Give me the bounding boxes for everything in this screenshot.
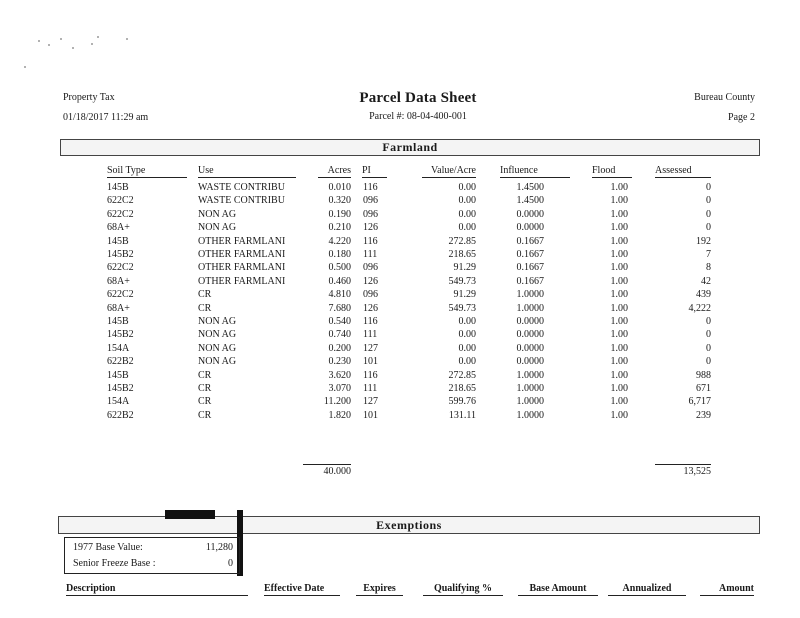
table-row (0, 235, 800, 248)
table-row (0, 248, 800, 261)
acres-cell: 0.230 (328, 356, 351, 368)
soil-type-cell: 622B2 (107, 409, 134, 421)
value-acre-cell: 0.00 (458, 342, 476, 354)
col-flood: Flood (592, 165, 632, 178)
assessed-cell: 192 (696, 235, 711, 247)
col-acres: Acres (318, 165, 351, 178)
pi-cell: 116 (363, 369, 378, 381)
influence-cell: 1.4500 (516, 195, 544, 207)
table-row (0, 315, 800, 328)
use-cell: WASTE CONTRIBU (198, 195, 285, 207)
influence-cell: 1.0000 (516, 383, 544, 394)
assessed-cell: 988 (696, 369, 711, 381)
soil-type-cell: 145B (107, 235, 129, 247)
soil-type-cell: 622C2 (107, 262, 134, 274)
page-title: Parcel Data Sheet (359, 90, 477, 106)
page-number: Page 2 (728, 112, 755, 123)
table-row (0, 275, 800, 288)
assessed-cell: 4,222 (688, 302, 711, 314)
use-cell: OTHER FARMLANI (198, 275, 286, 287)
col-soil-type: Soil Type (107, 165, 187, 178)
value-acre-cell: 218.65 (448, 249, 476, 260)
table-row (0, 194, 800, 207)
flood-cell: 1.00 (610, 222, 628, 234)
flood-cell: 1.00 (610, 195, 628, 207)
value-acre-cell: 0.00 (458, 195, 476, 207)
influence-cell: 1.0000 (516, 396, 544, 408)
table-row (0, 302, 800, 315)
influence-cell: 0.0000 (516, 356, 544, 368)
soil-type-cell: 622B2 (107, 356, 134, 368)
flood-cell: 1.00 (610, 409, 628, 421)
flood-cell: 1.00 (610, 182, 628, 193)
pi-cell: 111 (363, 383, 378, 394)
assessed-cell: 8 (706, 262, 711, 274)
pi-cell: 096 (363, 195, 378, 207)
soil-type-cell: 145B2 (107, 329, 134, 341)
acres-cell: 11.200 (323, 396, 351, 408)
assessed-cell: 0 (706, 195, 711, 207)
soil-type-cell: 145B2 (107, 249, 134, 260)
value-acre-cell: 599.76 (448, 396, 476, 408)
influence-cell: 1.4500 (516, 182, 544, 193)
pi-cell: 116 (363, 235, 378, 247)
col-annualized: Annualized (608, 583, 686, 596)
soil-type-cell: 68A+ (107, 222, 130, 234)
table-row (0, 328, 800, 341)
influence-cell: 0.1667 (516, 249, 544, 260)
acres-cell: 0.740 (328, 329, 351, 341)
pi-cell: 127 (363, 396, 378, 408)
soil-type-cell: 145B (107, 182, 129, 193)
total-acres: 40.000 (303, 464, 351, 478)
exemptions-section-title: Exemptions (376, 518, 442, 532)
influence-cell: 0.0000 (516, 316, 544, 327)
col-amount: Amount (700, 583, 754, 596)
pi-cell: 096 (363, 208, 378, 220)
table-row (0, 369, 800, 382)
table-row (0, 342, 800, 355)
soil-type-cell: 145B (107, 369, 129, 381)
exemption-base-box (64, 537, 240, 574)
value-acre-cell: 549.73 (448, 275, 476, 287)
acres-cell: 1.820 (328, 409, 351, 421)
value-acre-cell: 218.65 (448, 383, 476, 394)
assessed-cell: 439 (696, 289, 711, 301)
county-name: Bureau County (694, 92, 755, 103)
table-row (0, 355, 800, 368)
pi-cell: 111 (363, 329, 378, 341)
pi-cell: 101 (363, 356, 378, 368)
total-assessed: 13,525 (655, 464, 711, 478)
value-acre-cell: 91.29 (453, 262, 476, 274)
use-cell: CR (198, 409, 212, 421)
soil-type-cell: 68A+ (107, 275, 130, 287)
soil-type-cell: 145B2 (107, 383, 134, 394)
col-influence: Influence (500, 165, 570, 178)
acres-cell: 0.210 (328, 222, 351, 234)
assessed-cell: 0 (706, 182, 711, 193)
use-cell: CR (198, 302, 212, 314)
assessed-cell: 0 (706, 222, 711, 234)
pi-cell: 116 (363, 182, 378, 193)
influence-cell: 0.1667 (516, 235, 544, 247)
pi-cell: 101 (363, 409, 378, 421)
value-acre-cell: 0.00 (458, 182, 476, 193)
assessed-cell: 239 (696, 409, 711, 421)
value-acre-cell: 0.00 (458, 356, 476, 368)
col-qualifying: Qualifying % (423, 583, 503, 596)
influence-cell: 0.0000 (516, 329, 544, 341)
soil-type-cell: 145B (107, 316, 129, 327)
influence-cell: 1.0000 (516, 369, 544, 381)
col-assessed: Assessed (655, 165, 711, 178)
header-left-top: Property Tax (63, 92, 115, 103)
value-acre-cell: 0.00 (458, 222, 476, 234)
base-value-label: 1977 Base Value: (73, 542, 143, 553)
flood-cell: 1.00 (610, 249, 628, 260)
use-cell: CR (198, 396, 212, 408)
assessed-cell: 0 (706, 356, 711, 368)
flood-cell: 1.00 (610, 369, 628, 381)
acres-cell: 3.620 (328, 369, 351, 381)
senior-freeze-value: 0 (228, 558, 233, 569)
soil-type-cell: 68A+ (107, 302, 130, 314)
flood-cell: 1.00 (610, 396, 628, 408)
soil-type-cell: 154A (107, 342, 130, 354)
acres-cell: 0.190 (328, 208, 351, 220)
value-acre-cell: 272.85 (448, 235, 476, 247)
acres-cell: 0.460 (328, 275, 351, 287)
col-effective-date: Effective Date (264, 583, 340, 596)
assessed-cell: 6,717 (688, 396, 711, 408)
col-pi: PI (362, 165, 387, 178)
acres-cell: 4.810 (328, 289, 351, 301)
value-acre-cell: 0.00 (458, 208, 476, 220)
acres-cell: 0.200 (328, 342, 351, 354)
header-timestamp: 01/18/2017 11:29 am (63, 112, 149, 123)
value-acre-cell: 549.73 (448, 302, 476, 314)
flood-cell: 1.00 (610, 275, 628, 287)
pi-cell: 126 (363, 302, 378, 314)
table-row (0, 181, 800, 194)
table-row (0, 382, 800, 395)
table-row (0, 395, 800, 408)
flood-cell: 1.00 (610, 356, 628, 368)
use-cell: OTHER FARMLANI (198, 235, 286, 247)
value-acre-cell: 91.29 (453, 289, 476, 301)
influence-cell: 0.0000 (516, 222, 544, 234)
redaction-bar (165, 510, 215, 519)
value-acre-cell: 0.00 (458, 329, 476, 341)
use-cell: WASTE CONTRIBU (198, 182, 285, 193)
col-use: Use (198, 165, 296, 178)
pi-cell: 111 (363, 249, 378, 260)
use-cell: NON AG (198, 342, 237, 354)
use-cell: OTHER FARMLANI (198, 249, 286, 260)
influence-cell: 0.0000 (516, 342, 544, 354)
acres-cell: 0.010 (328, 182, 351, 193)
pi-cell: 096 (363, 289, 378, 301)
table-row (0, 409, 800, 422)
influence-cell: 1.0000 (516, 289, 544, 301)
soil-type-cell: 622C2 (107, 208, 134, 220)
flood-cell: 1.00 (610, 208, 628, 220)
flood-cell: 1.00 (610, 289, 628, 301)
col-description: Description (66, 583, 248, 596)
use-cell: NON AG (198, 329, 237, 341)
flood-cell: 1.00 (610, 262, 628, 274)
table-row (0, 208, 800, 221)
acres-cell: 4.220 (328, 235, 351, 247)
pi-cell: 116 (363, 316, 378, 327)
flood-cell: 1.00 (610, 342, 628, 354)
table-row (0, 221, 800, 234)
acres-cell: 0.540 (328, 316, 351, 327)
flood-cell: 1.00 (610, 235, 628, 247)
table-row (0, 288, 800, 301)
use-cell: NON AG (198, 356, 237, 368)
col-value-acre: Value/Acre (422, 165, 476, 178)
acres-cell: 0.500 (328, 262, 351, 274)
use-cell: CR (198, 383, 212, 394)
use-cell: NON AG (198, 208, 237, 220)
pi-cell: 126 (363, 275, 378, 287)
acres-cell: 0.180 (328, 249, 351, 260)
flood-cell: 1.00 (610, 316, 628, 327)
pi-cell: 127 (363, 342, 378, 354)
flood-cell: 1.00 (610, 302, 628, 314)
use-cell: NON AG (198, 316, 237, 327)
col-expires: Expires (356, 583, 403, 596)
value-acre-cell: 272.85 (448, 369, 476, 381)
influence-cell: 0.1667 (516, 275, 544, 287)
farmland-section-title: Farmland (382, 140, 438, 154)
value-acre-cell: 131.11 (448, 409, 476, 421)
influence-cell: 1.0000 (516, 302, 544, 314)
parcel-number: Parcel #: 08-04-400-001 (369, 111, 467, 122)
table-row (0, 261, 800, 274)
flood-cell: 1.00 (610, 329, 628, 341)
base-value: 11,280 (205, 542, 233, 553)
influence-cell: 0.0000 (516, 208, 544, 220)
use-cell: OTHER FARMLANI (198, 262, 286, 274)
use-cell: CR (198, 369, 212, 381)
assessed-cell: 0 (706, 329, 711, 341)
soil-type-cell: 622C2 (107, 195, 134, 207)
assessed-cell: 671 (696, 383, 711, 394)
col-base-amount: Base Amount (518, 583, 598, 596)
assessed-cell: 42 (701, 275, 711, 287)
assessed-cell: 7 (706, 249, 711, 260)
soil-type-cell: 622C2 (107, 289, 134, 301)
senior-freeze-label: Senior Freeze Base : (73, 558, 156, 569)
assessed-cell: 0 (706, 342, 711, 354)
assessed-cell: 0 (706, 316, 711, 327)
acres-cell: 7.680 (328, 302, 351, 314)
pi-cell: 096 (363, 262, 378, 274)
influence-cell: 0.1667 (516, 262, 544, 274)
acres-cell: 3.070 (328, 383, 351, 394)
pi-cell: 126 (363, 222, 378, 234)
soil-type-cell: 154A (107, 396, 130, 408)
flood-cell: 1.00 (610, 383, 628, 394)
use-cell: CR (198, 289, 212, 301)
value-acre-cell: 0.00 (458, 316, 476, 327)
assessed-cell: 0 (706, 208, 711, 220)
acres-cell: 0.320 (328, 195, 351, 207)
influence-cell: 1.0000 (516, 409, 544, 421)
use-cell: NON AG (198, 222, 237, 234)
